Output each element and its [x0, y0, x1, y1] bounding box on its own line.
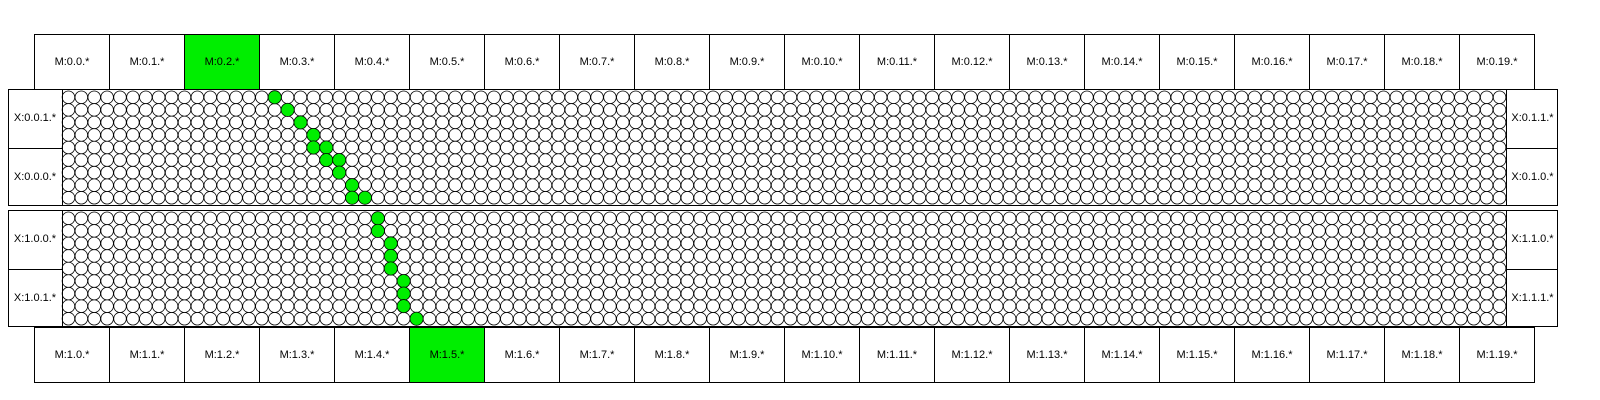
route-switch-6	[320, 153, 333, 166]
bottom-module-15[interactable]: M:1.15.*	[1159, 327, 1235, 383]
top-module-0[interactable]: M:0.0.*	[34, 34, 110, 90]
panel-0-right-label-0: X:0.1.1.*	[1511, 112, 1554, 125]
panel-1-switch-circles	[62, 212, 1506, 325]
bottom-module-14[interactable]: M:1.14.*	[1084, 327, 1160, 383]
bottom-module-19[interactable]: M:1.19.*	[1459, 327, 1535, 383]
route-switch-7	[333, 153, 346, 166]
top-module-2[interactable]: M:0.2.*	[184, 34, 260, 90]
route-switch-8	[333, 166, 346, 179]
route-switch-17	[397, 274, 410, 287]
bottom-module-8[interactable]: M:1.8.*	[634, 327, 710, 383]
panel-1-right-label-0: X:1.1.0.*	[1511, 233, 1554, 246]
bottom-module-16[interactable]: M:1.16.*	[1234, 327, 1310, 383]
top-module-5[interactable]: M:0.5.*	[409, 34, 485, 90]
bottom-module-7[interactable]: M:1.7.*	[559, 327, 635, 383]
top-module-15[interactable]: M:0.15.*	[1159, 34, 1235, 90]
panel-0-right-label-1: X:0.1.0.*	[1511, 170, 1554, 183]
route-switch-9	[346, 179, 359, 192]
top-module-16[interactable]: M:0.16.*	[1234, 34, 1310, 90]
top-module-8[interactable]: M:0.8.*	[634, 34, 710, 90]
route-switch-5	[320, 141, 333, 154]
panel-1-left-label-1: X:1.0.1.*	[13, 291, 57, 304]
top-module-19[interactable]: M:0.19.*	[1459, 34, 1535, 90]
top-module-11[interactable]: M:0.11.*	[859, 34, 935, 90]
top-module-7[interactable]: M:0.7.*	[559, 34, 635, 90]
route-switch-2	[294, 116, 307, 129]
bottom-module-3[interactable]: M:1.3.*	[259, 327, 335, 383]
top-module-14[interactable]: M:0.14.*	[1084, 34, 1160, 90]
bottom-module-17[interactable]: M:1.17.*	[1309, 327, 1385, 383]
top-module-12[interactable]: M:0.12.*	[934, 34, 1010, 90]
route-switch-1	[281, 103, 294, 116]
bottom-module-1[interactable]: M:1.1.*	[109, 327, 185, 383]
bottom-module-11[interactable]: M:1.11.*	[859, 327, 935, 383]
panel-1-right-label-1: X:1.1.1.*	[1511, 291, 1554, 304]
bottom-module-2[interactable]: M:1.2.*	[184, 327, 260, 383]
bottom-module-13[interactable]: M:1.13.*	[1009, 327, 1085, 383]
bottom-module-6[interactable]: M:1.6.*	[484, 327, 560, 383]
panel-0-switch-circles	[62, 91, 1506, 204]
route-switch-15	[384, 249, 397, 262]
top-module-17[interactable]: M:0.17.*	[1309, 34, 1385, 90]
route-switch-13	[371, 224, 384, 237]
top-module-10[interactable]: M:0.10.*	[784, 34, 860, 90]
route-switch-16	[384, 262, 397, 275]
top-module-3[interactable]: M:0.3.*	[259, 34, 335, 90]
top-module-1[interactable]: M:0.1.*	[109, 34, 185, 90]
route-switch-4	[307, 141, 320, 154]
bottom-module-9[interactable]: M:1.9.*	[709, 327, 785, 383]
bottom-module-18[interactable]: M:1.18.*	[1384, 327, 1460, 383]
route-switch-3	[307, 128, 320, 141]
route-switch-19	[397, 300, 410, 313]
route-switch-0	[268, 91, 281, 104]
route-switch-18	[397, 287, 410, 300]
panel-1-left-label-0: X:1.0.0.*	[13, 233, 57, 246]
route-switch-11	[358, 191, 371, 204]
panel-1-dot-grid	[62, 212, 1506, 325]
route-switch-20	[410, 312, 423, 325]
top-module-6[interactable]: M:0.6.*	[484, 34, 560, 90]
route-switch-14	[384, 237, 397, 250]
bottom-module-4[interactable]: M:1.4.*	[334, 327, 410, 383]
panel-0-dot-grid	[62, 91, 1506, 204]
top-module-9[interactable]: M:0.9.*	[709, 34, 785, 90]
route-switch-10	[346, 191, 359, 204]
panel-0-left-label-0: X:0.0.1.*	[13, 112, 57, 125]
top-module-4[interactable]: M:0.4.*	[334, 34, 410, 90]
bottom-module-12[interactable]: M:1.12.*	[934, 327, 1010, 383]
top-module-18[interactable]: M:0.18.*	[1384, 34, 1460, 90]
top-module-13[interactable]: M:0.13.*	[1009, 34, 1085, 90]
bottom-module-0[interactable]: M:1.0.*	[34, 327, 110, 383]
route-switch-12	[371, 212, 384, 225]
bottom-module-10[interactable]: M:1.10.*	[784, 327, 860, 383]
bottom-module-5[interactable]: M:1.5.*	[409, 327, 485, 383]
panel-0-left-label-1: X:0.0.0.*	[13, 170, 57, 183]
